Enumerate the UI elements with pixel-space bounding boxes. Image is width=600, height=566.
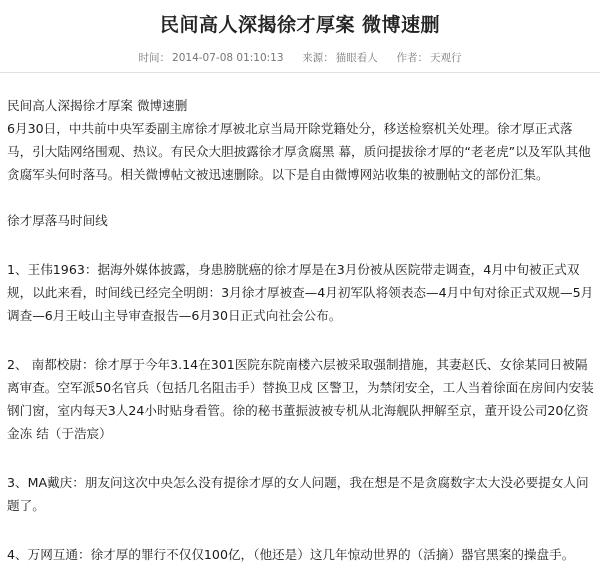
author-name: 天观行 <box>429 52 462 64</box>
header-divider <box>0 72 600 73</box>
author-label: 作者： <box>396 52 428 64</box>
article-meta <box>0 50 600 65</box>
paragraph-item-4: 4、万网互通：徐才厚的罪行不仅仅100亿，（他还是）这几年惊动世界的（活摘）器官黑案的操盘手。 <box>7 547 575 562</box>
paragraph-intro: 6月30日，中共前中央军委副主席徐才厚被北京当局开除党籍处分，移送检察机关处理。徐才厚正式落马，引大陆网络围观、热议。有民众大胆披露徐才厚贪腐黑 幕，质问提拔徐才厚的“老老虎”以及军队其他贪腐军头何时落马。相关微博帖文被迅速删除。以下是自由微博网站收集的被删帖文的部份汇集。 <box>7 121 591 182</box>
section-heading: 徐才厚落马时间线 <box>7 213 108 228</box>
paragraph-item-3: 3、MA戴庆：朋友问这次中央怎么没有提徐才厚的女人问题，我在想是不是贪腐数字太大没必要提女人问题了。 <box>7 475 589 513</box>
article-title: 民间高人深揭徐才厚案 微博速删 <box>159 14 441 36</box>
time-label: 时间： <box>138 52 171 64</box>
source-name: 猫眼看人 <box>335 52 378 64</box>
paragraph-item-1: 1、王伟1963：据海外媒体披露，身患膀胱癌的徐才厚是在3月份被从医院带走调查，4月中旬被正式双规，以此来看，时间线已经完全明朗：3月徐才厚被查—4月初军队将领表态—4月中旬对徐正式双规—5月调查—6月王岐山主导审查报告—6月30日正式向社会公布。 <box>7 262 594 323</box>
publish-time: 2014-07-08 01:10:13 <box>172 52 284 64</box>
source-label: 来源： <box>302 52 334 64</box>
article-body <box>7 94 595 566</box>
article-subtitle: 民间高人深揭徐才厚案 微博速删 <box>7 98 188 113</box>
paragraph-item-2: 2、 南都校尉：徐才厚于今年3.14在301医院东院南楼六层被采取强制措施，其妻赵氏、女徐某同日被隔离审查。空军派50名官兵（包括几名阻击手）替换卫戍 区警卫，为禁闭安全，工人当着徐面在房间内安装钢门窗，室内每天3人24小时贴身看管。徐的秘书董振波被专机从北海舰队押解至京，董开设公司20亿资金冻 结（于浩宸） <box>7 357 594 441</box>
